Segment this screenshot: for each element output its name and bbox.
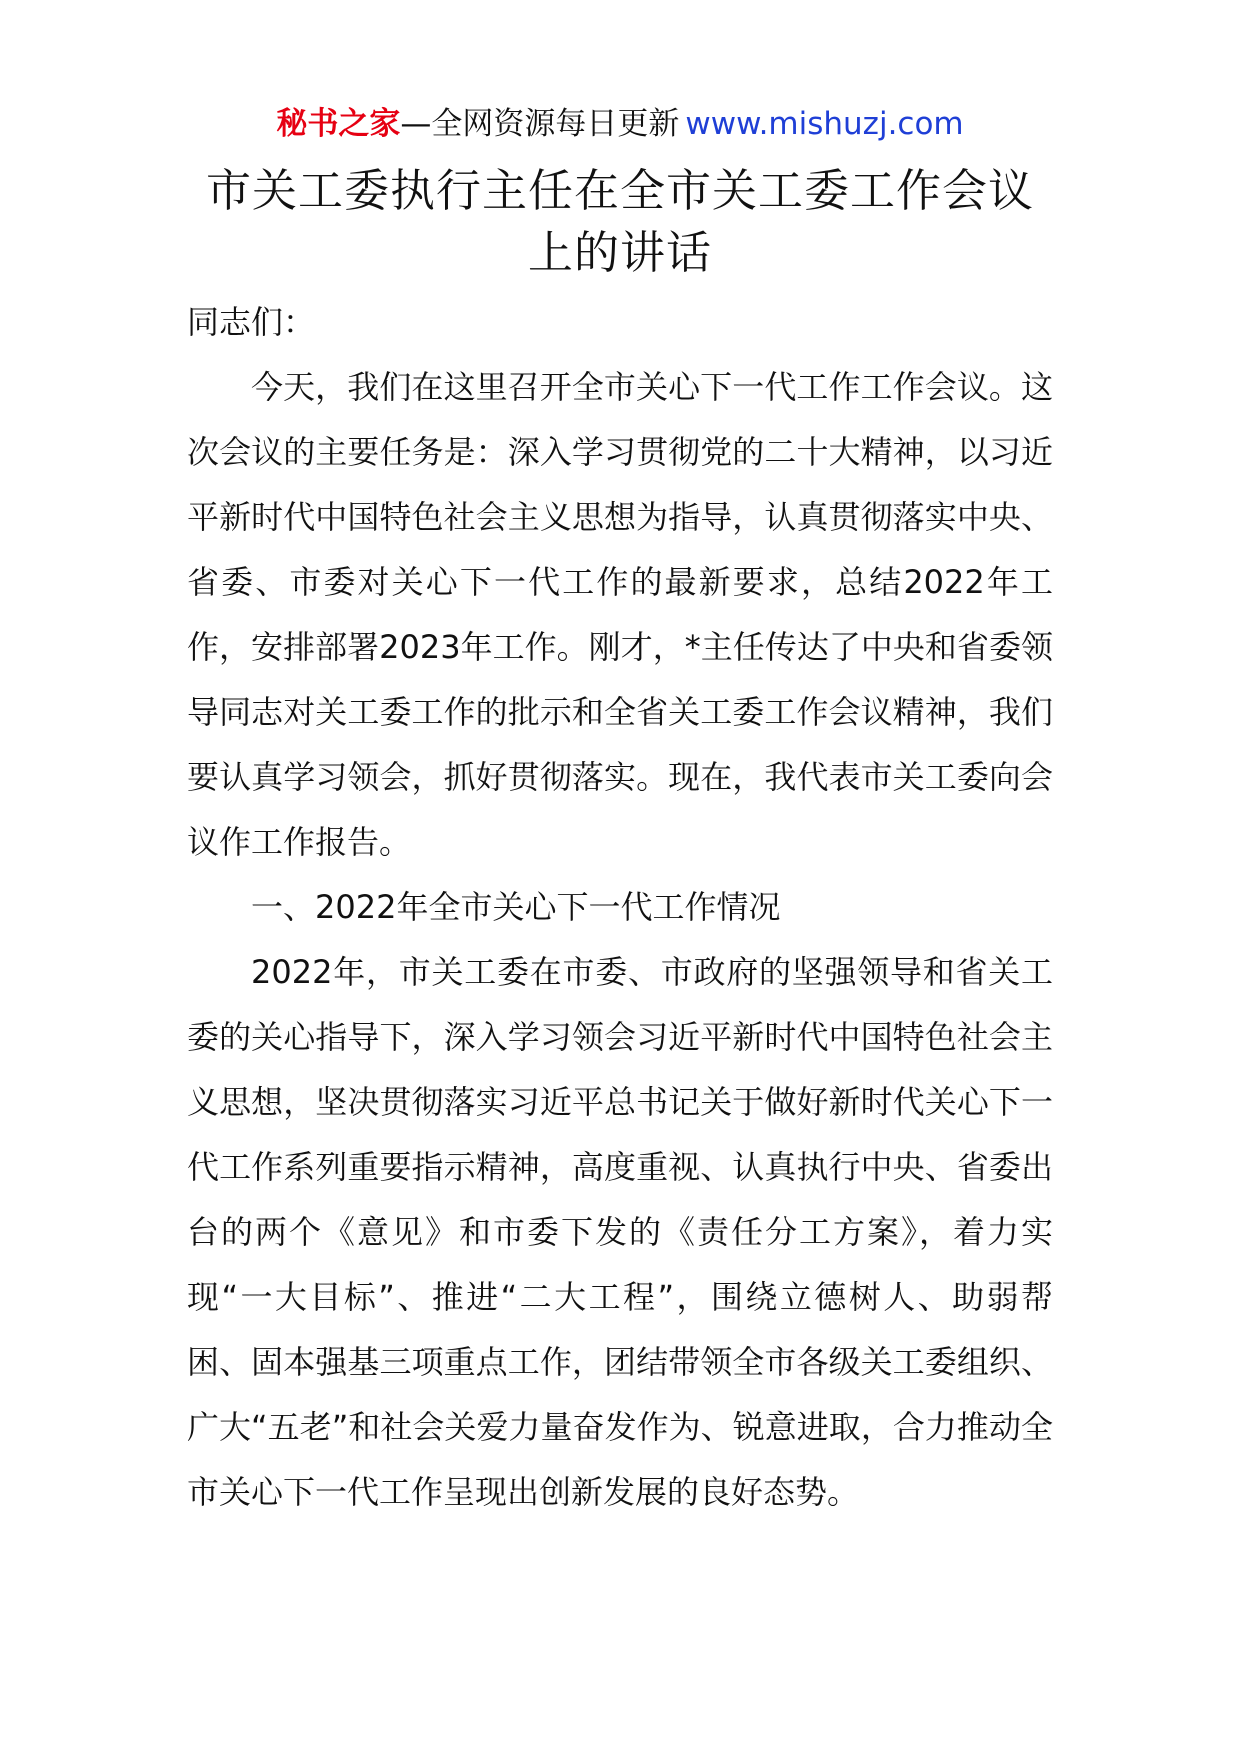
brand-name: 秘书之家 — [276, 106, 401, 142]
paragraph-intro: 今天，我们在这里召开全市关心下一代工作工作会议。这次会议的主要任务是：深入学习贯彻党的二十大精神，以习近平新时代中国特色社会主义思想为指导，认真贯彻落实中央、省委、市委对关心下一代工作的最新要求，总结2022年工作，安排部署2023年工作。刚才，*主任传达了中央和省委领导同志对关工委工作的批示和全省关工委工作会议精神，我们要认真学习领会，抓好贯彻落实。现在，我代表市关工委向会议作工作报告。 — [187, 368, 1053, 861]
document-body — [187, 290, 1053, 1525]
title-line-1: 市关工委执行主任在全市关工委工作会议 — [205, 164, 1034, 217]
banner-slogan: —全网资源每日更新 — [400, 106, 680, 142]
salutation: 同志们： — [187, 303, 316, 341]
document-title — [190, 160, 1050, 284]
title-line-2: 上的讲话 — [527, 226, 712, 279]
header-banner — [0, 102, 1240, 146]
section-heading: 一、2022年全市关心下一代工作情况 — [251, 888, 781, 926]
paragraph-2022-summary: 2022年，市关工委在市委、市政府的坚强领导和省关工委的关心指导下，深入学习领会习近平新时代中国特色社会主义思想，坚决贯彻落实习近平总书记关于做好新时代关心下一代工作系列重要指示精神，高度重视、认真执行中央、省委出台的两个《意见》和市委下发的《责任分工方案》，着力实现“一大目标”、推进“二大工程”，围绕立德树人、助弱帮困、固本强基三项重点工作，团结带领全市各级关工委组织、广大“五老”和社会关爱力量奋发作为、锐意进取，合力推动全市关心下一代工作呈现出创新发展的良好态势。 — [187, 953, 1053, 1511]
website-link[interactable]: www.mishuzj.com — [685, 106, 964, 142]
